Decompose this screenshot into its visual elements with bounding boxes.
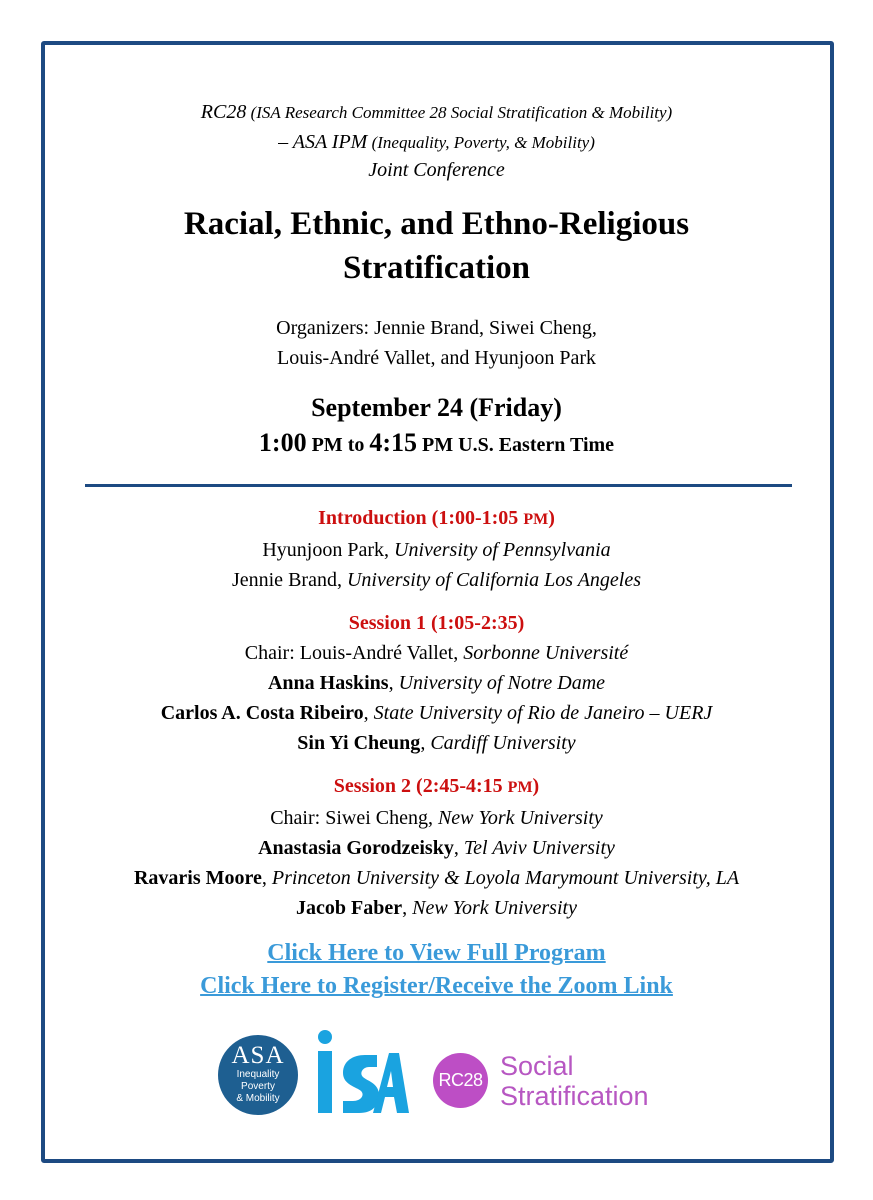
- asa-logo-line: Inequality: [236, 1069, 280, 1080]
- session-2-title-pm: PM: [507, 779, 533, 796]
- header-asa-desc: (Inequality, Poverty, & Mobility): [367, 133, 595, 152]
- speaker: Hyunjoon Park, University of Pennsylvania: [262, 539, 611, 561]
- session-1-chair: Chair: Louis-André Vallet, Sorbonne Université: [244, 642, 629, 664]
- speaker-name: Jennie Brand: [231, 569, 337, 591]
- header-line-2: [0, 127, 873, 158]
- rc28-line-1: Social: [500, 1051, 574, 1081]
- chair-name: Chair: Siwei Cheng: [270, 807, 428, 829]
- organizers-line-2: Louis-André Vallet, and Hyunjoon Park: [276, 347, 597, 369]
- speaker-name: Anna Haskins: [267, 672, 389, 694]
- speaker: Anna Haskins, University of Notre Dame: [267, 672, 606, 694]
- speaker-affiliation: University of California Los Angeles: [346, 569, 642, 591]
- rc28-badge: RC28: [433, 1053, 488, 1108]
- speaker-name: Jacob Faber: [296, 897, 403, 919]
- logos: [0, 1025, 873, 1125]
- view-program-link[interactable]: Click Here to View Full Program: [267, 940, 606, 966]
- asa-logo-line: & Mobility: [236, 1093, 280, 1104]
- rc28-line-2: Stratification: [500, 1081, 649, 1111]
- header-rc28: RC28: [200, 101, 247, 123]
- speaker: Anastasia Gorodzeisky, Tel Aviv University: [258, 837, 615, 859]
- header-asa: – ASA IPM: [278, 131, 368, 153]
- intro-title-text: Introduction (1:00-1:05: [318, 507, 524, 529]
- speaker: Sin Yi Cheung, Cardiff University: [297, 732, 576, 754]
- session-2-title-end: ): [532, 775, 540, 797]
- speaker: Carlos A. Costa Ribeiro, State University of Rio de Janeiro – UERJ: [160, 702, 713, 724]
- session-2-section: [0, 771, 873, 923]
- intro-title-pm: PM: [523, 511, 549, 528]
- introduction-section: [0, 503, 873, 595]
- organizers: [0, 313, 873, 373]
- speaker-name: Anastasia Gorodzeisky: [258, 837, 454, 859]
- speaker-name: Carlos A. Costa Ribeiro: [160, 702, 364, 724]
- title-line-2: Stratification: [343, 250, 530, 286]
- session-2-chair: Chair: Siwei Cheng, New York University: [270, 807, 603, 829]
- speaker: Ravaris Moore, Princeton University & Loyola Marymount University, LA: [133, 867, 740, 889]
- time-start-suffix: PM to: [306, 434, 370, 456]
- intro-title-end: ): [548, 507, 555, 529]
- speaker-name: Sin Yi Cheung: [297, 732, 421, 754]
- time-end: 4:15: [369, 428, 418, 457]
- event-date: September 24 (Friday): [311, 393, 562, 422]
- speaker-affiliation: University of Notre Dame: [398, 672, 606, 694]
- session-1-section: [0, 608, 873, 758]
- time-end-suffix: PM U.S. Eastern Time: [417, 434, 615, 456]
- chair-affiliation: New York University: [437, 807, 603, 829]
- session-1-title: Session 1 (1:05-2:35): [348, 612, 525, 634]
- session-2-title: [0, 771, 873, 803]
- speaker-affiliation: Cardiff University: [430, 732, 576, 754]
- divider: [85, 484, 792, 487]
- organizers-line-1: Organizers: Jennie Brand, Siwei Cheng,: [276, 317, 597, 339]
- speaker-name: Ravaris Moore: [133, 867, 262, 889]
- asa-logo: [218, 1035, 298, 1115]
- register-zoom-link[interactable]: Click Here to Register/Receive the Zoom Link: [200, 973, 673, 999]
- header-line-1: [0, 97, 873, 128]
- event-time: [0, 425, 873, 463]
- time-start: 1:00: [258, 428, 307, 457]
- chair-affiliation: Sorbonne Université: [463, 642, 629, 664]
- speaker-affiliation: New York University: [412, 897, 577, 919]
- header-rc28-desc: (ISA Research Committee 28 Social Stratification & Mobility): [246, 103, 673, 122]
- speaker-affiliation: Tel Aviv University: [463, 837, 615, 859]
- speaker-name: Hyunjoon Park: [262, 539, 385, 561]
- speaker-affiliation: Princeton University & Loyola Marymount University, LA: [271, 867, 740, 889]
- speaker-affiliation: State University of Rio de Janeiro – UERJ: [373, 702, 713, 724]
- isa-logo: [313, 1025, 409, 1121]
- links: [0, 937, 873, 1003]
- asa-logo-line: Poverty: [241, 1081, 275, 1092]
- session-2-title-text: Session 2 (2:45-4:15: [333, 775, 508, 797]
- rc28-logo-text: [500, 1051, 649, 1111]
- speaker-affiliation: University of Pennsylvania: [394, 539, 611, 561]
- page-title: [0, 202, 873, 290]
- header-line-3: Joint Conference: [368, 159, 505, 181]
- speaker: Jennie Brand, University of California Los Angeles: [231, 569, 642, 591]
- introduction-title: [0, 503, 873, 535]
- chair-name: Chair: Louis-André Vallet: [244, 642, 454, 664]
- title-line-1: Racial, Ethnic, and Ethno-Religious: [183, 206, 690, 242]
- speaker: Jacob Faber, New York University: [296, 897, 577, 919]
- asa-logo-text: ASA: [231, 1042, 285, 1069]
